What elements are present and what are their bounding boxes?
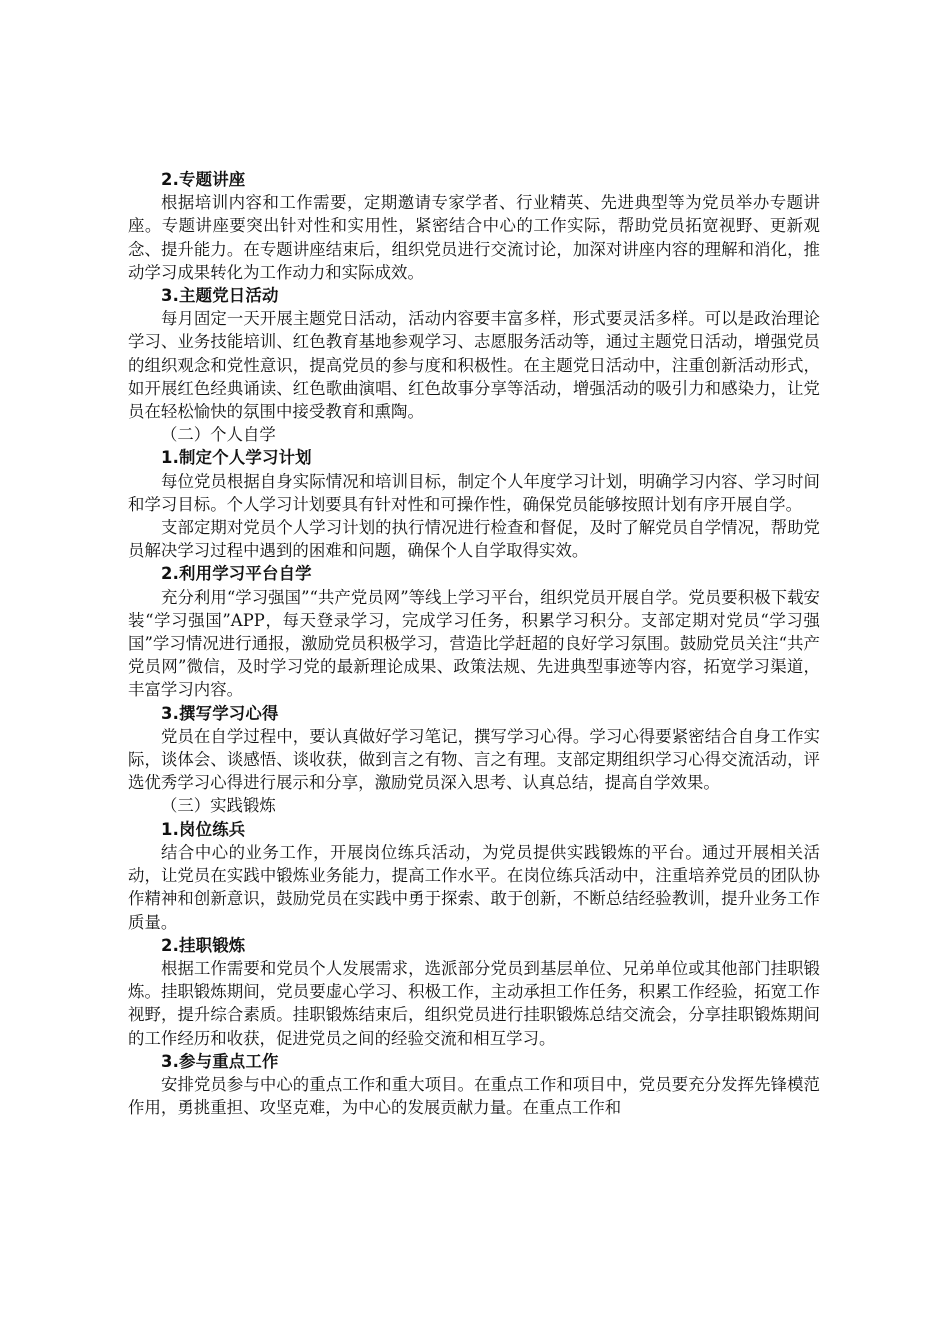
subheading-theme-party-day: 3.主题党日活动 [161, 286, 279, 306]
subheading-study-plan: 1.制定个人学习计划 [161, 448, 312, 468]
subheading-study-notes: 3.撰写学习心得 [161, 703, 279, 723]
paragraph-key-work: 安排党员参与中心的重点工作和重大项目。在重点工作和项目中，党员要充分发挥先锋模范作用，勇挑重担、攻坚克难，为中心的发展贡献力量。在重点工作和 [128, 1074, 820, 1118]
subheading-job-training: 1.岗位练兵 [161, 819, 246, 839]
paragraph-job-training: 结合中心的业务工作，开展岗位练兵活动，为党员提供实践锻炼的平台。通过开展相关活动，让党员在实践中锻炼业务能力，提高工作水平。在岗位练兵活动中，注重培养党员的团队协作精神和创新意识，鼓励党员在实践中勇于探索、敢于创新，不断总结经验教训，提升业务工作质量。 [128, 842, 820, 932]
subheading-key-work: 3.参与重点工作 [161, 1051, 279, 1071]
paragraph-theme-party-day: 每月固定一天开展主题党日活动，活动内容要丰富多样，形式要灵活多样。可以是政治理论学习、业务技能培训、红色教育基地参观学习、志愿服务活动等，通过主题党日活动，增强党员的组织观念和党性意识，提高党员的参与度和积极性。在主题党日活动中，注重创新活动形式，如开展红色经典诵读、红色歌曲演唱、红色故事分享等活动，增强活动的吸引力和感染力，让党员在轻松愉快的氛围中接受教育和熏陶。 [128, 309, 820, 422]
paragraph-secondment: 根据工作需要和党员个人发展需求，选派部分党员到基层单位、兄弟单位或其他部门挂职锻炼。挂职锻炼期间，党员要虚心学习、积极工作，主动承担工作任务，积累工作经验，拓宽工作视野，提升综合素质。挂职锻炼结束后，组织党员进行挂职锻炼总结交流会，分享挂职锻炼期间的工作经历和收获，促进党员之间的经验交流和相互学习。 [128, 958, 820, 1048]
paragraph-study-notes: 党员在自学过程中，要认真做好学习笔记，撰写学习心得。学习心得要紧密结合自身工作实际，谈体会、谈感悟、谈收获，做到言之有物、言之有理。支部定期组织学习心得交流活动，评选优秀学习心得进行展示和分享，激励党员深入思考、认真总结，提高自学效果。 [128, 726, 820, 793]
paragraph-special-lectures: 根据培训内容和工作需要，定期邀请专家学者、行业精英、先进典型等为党员举办专题讲座。专题讲座要突出针对性和实用性，紧密结合中心的工作实际，帮助党员拓宽视野、更新观念、提升能力。在专题讲座结束后，组织党员进行交流讨论，加深对讲座内容的理解和消化，推动学习成果转化为工作动力和实际成效。 [128, 193, 820, 282]
paragraph-plan-supervision: 支部定期对党员个人学习计划的执行情况进行检查和督促，及时了解党员自学情况，帮助党员解决学习过程中遇到的困难和问题，确保个人自学取得实效。 [128, 518, 820, 561]
section-heading-self-study: （二）个人自学 [161, 425, 276, 445]
subheading-special-lectures: 2.专题讲座 [161, 170, 246, 189]
document-body [128, 168, 820, 1119]
subheading-secondment: 2.挂职锻炼 [161, 935, 246, 955]
paragraph-study-plan: 每位党员根据自身实际情况和培训目标，制定个人年度学习计划，明确学习内容、学习时间和学习目标。个人学习计划要具有针对性和可操作性，确保党员能够按照计划有序开展自学。 [128, 471, 820, 514]
paragraph-learning-platform: 充分利用“学习强国”“共产党员网”等线上学习平台，组织党员开展自学。党员要积极下载安装“学习强国”APP，每天登录学习，完成学习任务，积累学习积分。支部定期对党员“学习强国”学习情况进行通报，激励党员积极学习，营造比学赶超的良好学习氛围。鼓励党员关注“共产党员网”微信，及时学习党的最新理论成果、政策法规、先进典型事迹等内容，拓宽学习渠道，丰富学习内容。 [128, 587, 820, 700]
section-heading-practice: （三）实践锻炼 [161, 796, 276, 816]
subheading-learning-platform: 2.利用学习平台自学 [161, 564, 312, 584]
